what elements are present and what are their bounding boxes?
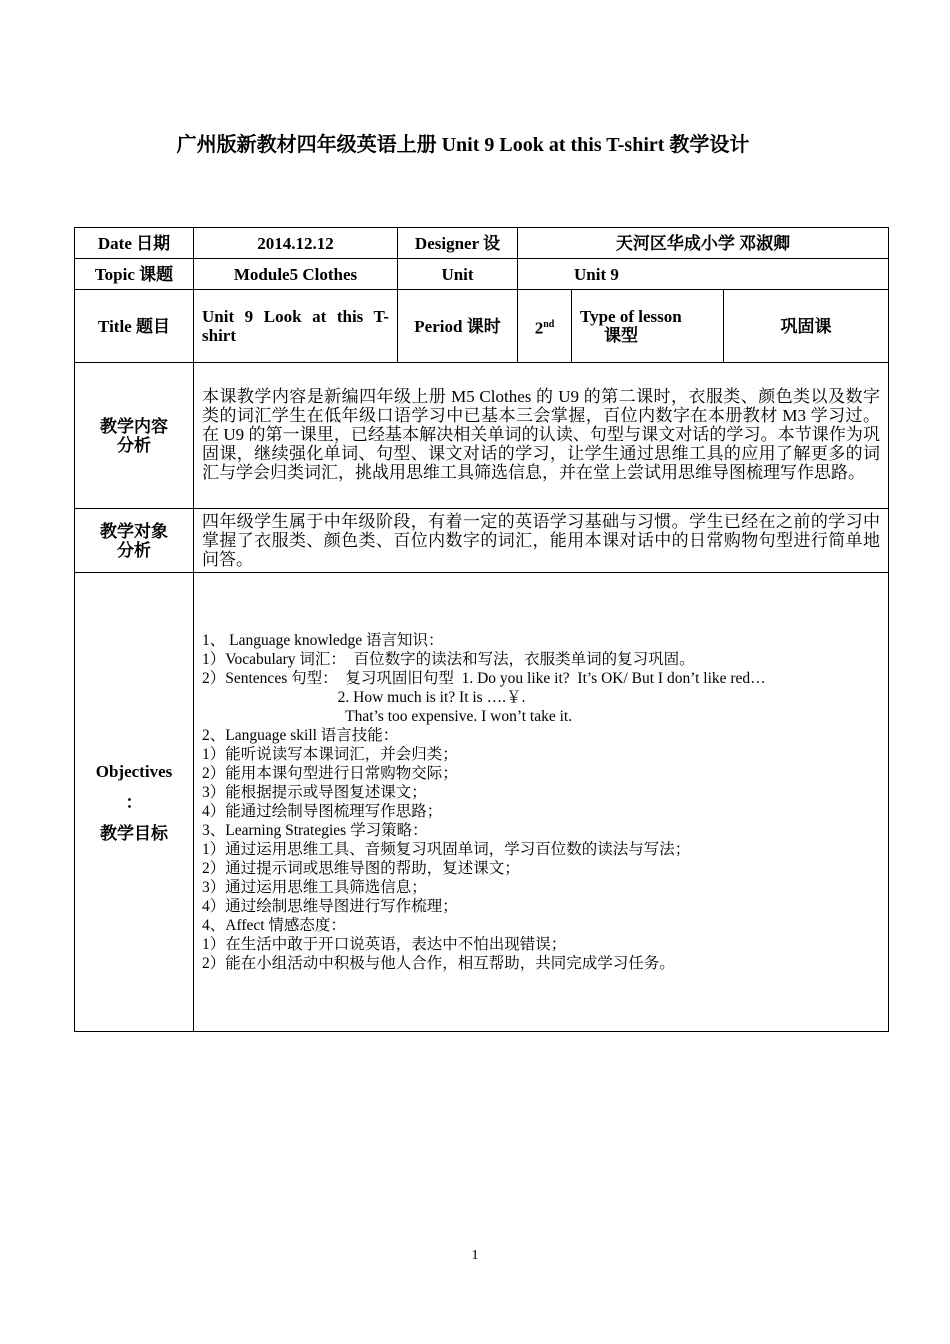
objective-line: 2）通过提示词或思维导图的帮助，复述课文； (202, 860, 520, 877)
row-objectives (75, 573, 889, 1032)
objective-line: 2、Language skill 语言技能： (202, 727, 399, 744)
row-title (75, 290, 889, 363)
period-label: Period 课时 (398, 290, 518, 363)
topic-label: Topic 课题 (75, 259, 194, 290)
topic-value: Module5 Clothes (194, 259, 398, 290)
content-analysis-label-line1: 教学内容 (100, 416, 168, 436)
objective-line: 2）能用本课句型进行日常购物交际； (202, 765, 458, 782)
type-label-cn: 课型 (604, 326, 638, 345)
objectives-label-en: Objectives (95, 761, 173, 781)
student-analysis-label (75, 509, 194, 573)
objective-line: 4）能通过绘制导图梳理写作思路； (202, 803, 443, 820)
objective-line: 1、 Language knowledge 语言知识： (202, 632, 444, 649)
objective-line: 2）能在小组活动中积极与他人合作，相互帮助，共同完成学习任务。 (202, 955, 675, 972)
designer-value: 天河区华成小学 邓淑卿 (518, 228, 889, 259)
objectives-content (194, 573, 889, 1032)
type-label-en: Type of lesson (580, 307, 682, 326)
designer-label: Designer 设 (398, 228, 518, 259)
objectives-label (75, 573, 194, 1032)
content-analysis-label (75, 363, 194, 509)
objective-line: 3）通过运用思维工具筛选信息； (202, 879, 427, 896)
date-value: 2014.12.12 (194, 228, 398, 259)
title-value: Unit 9 Look at this T-shirt (194, 290, 398, 363)
period-suffix: nd (543, 318, 555, 330)
objective-line: 2）Sentences 句型： 复习巩固旧句型 1. Do you like it? It’s OK/ But I don’t like red… (202, 670, 766, 687)
objective-line: 4、Affect 情感态度： (202, 917, 346, 934)
objective-line: 4）通过绘制思维导图进行写作梳理； (202, 898, 458, 915)
unit-value: Unit 9 (518, 259, 889, 290)
document-title: 广州版新教材四年级英语上册 Unit 9 Look at this T-shirt 教学设计 (176, 134, 750, 156)
type-value: 巩固课 (724, 290, 889, 363)
unit-label: Unit (398, 259, 518, 290)
content-analysis-text: 本课教学内容是新编四年级上册 M5 Clothes 的 U9 的第二课时，衣服类、颜色类以及数字类的词汇学生在低年级口语学习中已基本三会掌握，百位内数字在本册教材 M3 学习过。在 U9 的第一课里，已经基本解决相关单词的认读、句型与课文对话的学习。本节课作为巩固课，继续强化单词、句型、课文对话的学习，让学生通过思维工具的应用了解更多的词汇与学会归类词汇，挑战用思维工具筛选信息，并在堂上尝试用思维导图梳理写作思路。 (194, 363, 889, 509)
objective-line: 3）能根据提示或导图复述课文； (202, 784, 427, 801)
objective-line: 1）Vocabulary 词汇： 百位数字的读法和写法，衣服类单词的复习巩固。 (202, 651, 695, 668)
objective-line: 1）通过运用思维工具、音频复习巩固单词，学习百位数的读法与写法； (202, 841, 691, 858)
objective-line: 1）能听说读写本课词汇，并会归类； (202, 746, 458, 763)
type-label (572, 290, 724, 363)
row-topic (75, 259, 889, 290)
page-number: 1 (471, 1248, 479, 1263)
objectives-label-cn: 教学目标 (100, 823, 168, 843)
period-value (518, 290, 572, 363)
objectives-label-colon: ： (125, 792, 143, 812)
student-analysis-label-line1: 教学对象 (100, 521, 168, 541)
title-label: Title 题目 (75, 290, 194, 363)
lesson-plan-table (74, 227, 889, 1032)
objective-line: 3、Learning Strategies 学习策略： (202, 822, 428, 839)
period-number: 2 (534, 318, 544, 338)
objective-line: That’s too expensive. I won’t take it. (202, 708, 573, 725)
date-label: Date 日期 (75, 228, 194, 259)
objective-line: 1）在生活中敢于开口说英语，表达中不怕出现错误； (202, 936, 567, 953)
row-student-analysis (75, 509, 889, 573)
row-content-analysis (75, 363, 889, 509)
objective-line: 2. How much is it? It is ….￥. (202, 689, 526, 706)
row-date (75, 228, 889, 259)
content-analysis-label-line2: 分析 (117, 435, 151, 455)
student-analysis-label-line2: 分析 (117, 540, 151, 560)
student-analysis-text: 四年级学生属于中年级阶段，有着一定的英语学习基础与习惯。学生已经在之前的学习中掌握了衣服类、颜色类、百位内数字的词汇，能用本课对话中的日常购物句型进行简单地问答。 (194, 509, 889, 573)
